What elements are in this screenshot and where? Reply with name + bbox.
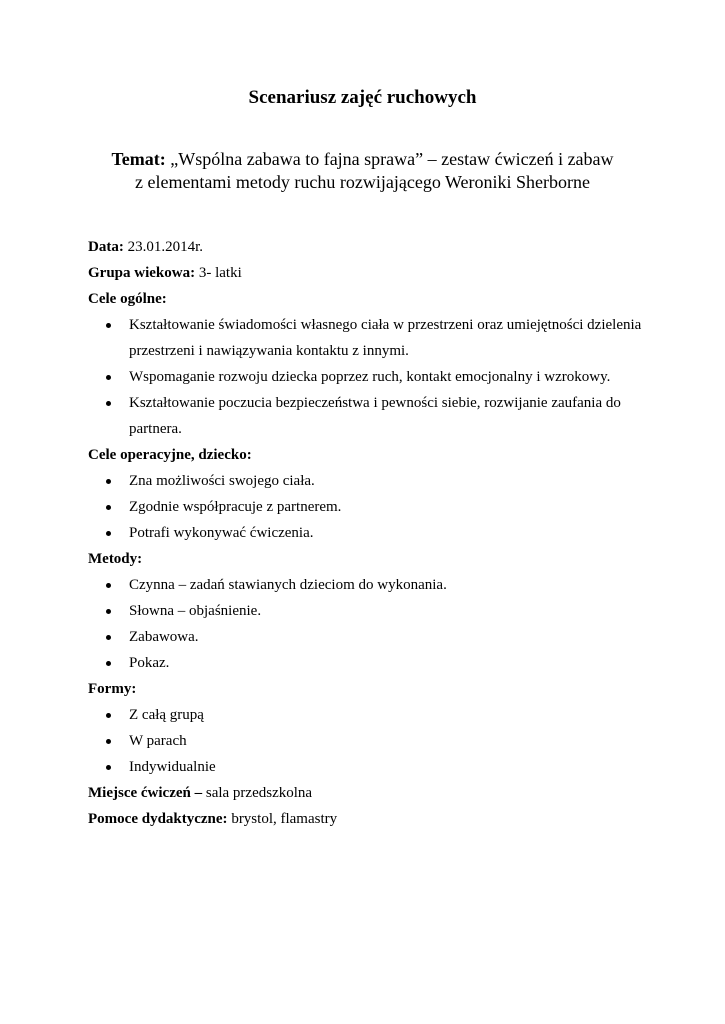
- age-group-row: [88, 260, 648, 286]
- place-label: Miejsce ćwiczeń –: [88, 785, 203, 801]
- list-item-line: partnera.: [129, 421, 182, 437]
- operational-goals-heading: [88, 442, 648, 468]
- bullet-icon: [106, 401, 111, 406]
- operational-goals-label: Cele operacyjne, dziecko:: [88, 447, 252, 463]
- topic-block: [0, 148, 725, 194]
- age-group-value: 3- latki: [198, 265, 242, 281]
- aids-value: brystol, flamastry: [231, 811, 338, 827]
- list-item-text: Indywidualnie: [129, 759, 216, 775]
- list-item-text: Zgodnie współpracuje z partnerem.: [129, 499, 342, 515]
- bullet-icon: [106, 531, 111, 536]
- bullet-icon: [106, 661, 111, 666]
- bullet-icon: [106, 505, 111, 510]
- list-item: [88, 520, 648, 546]
- date-row: [88, 234, 648, 260]
- list-item: [88, 364, 648, 390]
- bullet-icon: [106, 765, 111, 770]
- list-item: [88, 650, 648, 676]
- bullet-icon: [106, 479, 111, 484]
- list-item: [88, 390, 648, 442]
- aids-label: Pomoce dydaktyczne:: [88, 811, 228, 827]
- list-item-text: Zna możliwości swojego ciała.: [129, 473, 315, 489]
- forms-heading: [88, 676, 648, 702]
- place-value: sala przedszkolna: [205, 785, 313, 801]
- general-goals-label: Cele ogólne:: [88, 291, 167, 307]
- date-value: 23.01.2014r.: [127, 239, 203, 255]
- general-goals-list: [88, 312, 648, 442]
- bullet-icon: [106, 323, 111, 328]
- topic-text-1: „Wspólna zabawa to fajna sprawa” – zestaw ćwiczeń i zabaw: [170, 149, 614, 169]
- general-goals-heading: [88, 286, 648, 312]
- list-item: [88, 598, 648, 624]
- bullet-icon: [106, 713, 111, 718]
- list-item: [88, 468, 648, 494]
- list-item: [88, 312, 648, 364]
- topic-label: Temat:: [111, 149, 166, 169]
- document-title: Scenariusz zajęć ruchowych: [248, 87, 477, 108]
- bullet-icon: [106, 739, 111, 744]
- list-item: [88, 624, 648, 650]
- bullet-icon: [106, 583, 111, 588]
- list-item-text: Z całą grupą: [129, 707, 204, 723]
- methods-heading: [88, 546, 648, 572]
- list-item-line: Kształtowanie poczucia bezpieczeństwa i pewności siebie, rozwijanie zaufania do: [129, 395, 621, 411]
- topic-line-1: [0, 148, 725, 171]
- list-item-line: Wspomaganie rozwoju dziecka poprzez ruch, kontakt emocjonalny i wzrokowy.: [129, 369, 611, 385]
- bullet-icon: [106, 375, 111, 380]
- list-item-text: Czynna – zadań stawianych dzieciom do wykonania.: [129, 577, 447, 593]
- aids-row: [88, 806, 648, 832]
- date-label: Data:: [88, 239, 124, 255]
- list-item-text: Słowna – objaśnienie.: [129, 603, 262, 619]
- list-item-text: W parach: [129, 733, 187, 749]
- list-item-text: Zabawowa.: [129, 629, 199, 645]
- methods-list: [88, 572, 648, 676]
- list-item-text: Potrafi wykonywać ćwiczenia.: [129, 525, 314, 541]
- list-item: [88, 572, 648, 598]
- list-item-line: przestrzeni i nawiązywania kontaktu z innymi.: [129, 343, 409, 359]
- forms-list: [88, 702, 648, 780]
- list-item: [88, 728, 648, 754]
- list-item: [88, 494, 648, 520]
- topic-line-2: z elementami metody ruchu rozwijającego Weroniki Sherborne: [134, 172, 591, 192]
- forms-label: Formy:: [88, 681, 137, 697]
- document-body: [88, 234, 648, 832]
- list-item-line: Kształtowanie świadomości własnego ciała w przestrzeni oraz umiejętności dzielenia: [129, 317, 642, 333]
- place-row: [88, 780, 648, 806]
- operational-goals-list: [88, 468, 648, 546]
- bullet-icon: [106, 635, 111, 640]
- list-item-text: Pokaz.: [129, 655, 170, 671]
- age-group-label: Grupa wiekowa:: [88, 265, 196, 281]
- methods-label: Metody:: [88, 551, 143, 567]
- bullet-icon: [106, 609, 111, 614]
- list-item: [88, 754, 648, 780]
- list-item: [88, 702, 648, 728]
